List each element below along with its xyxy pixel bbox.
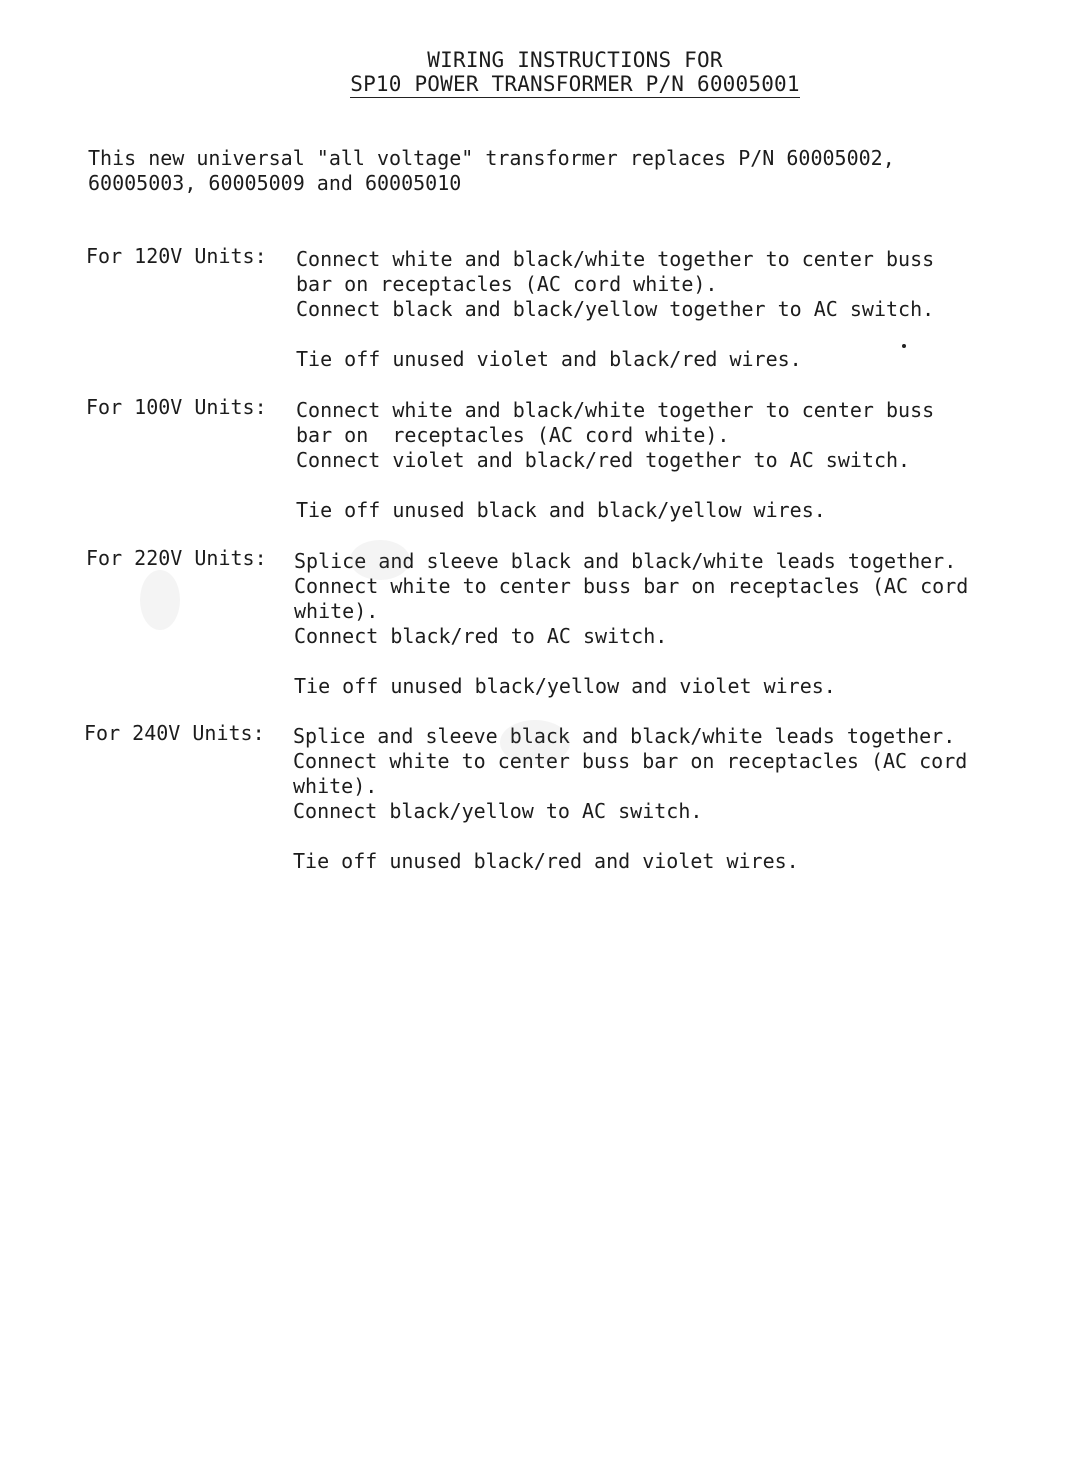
unit-label-100v: For 100V Units: — [86, 395, 267, 419]
instruction-line: Splice and sleeve black and black/white leads together. — [294, 549, 957, 573]
unit-label-240v: For 240V Units: — [84, 721, 265, 745]
instruction-line: Connect white to center buss bar on receptacles (AC cord — [294, 574, 969, 598]
tie-off-line: Tie off unused black/red and violet wires. — [293, 849, 799, 873]
unit-label-120v: For 120V Units: — [86, 244, 267, 268]
instruction-line: white). — [294, 599, 379, 623]
intro-paragraph — [88, 146, 1048, 196]
scan-speck — [902, 344, 906, 348]
intro-line: This new universal "all voltage" transformer replaces P/N 60005002, — [88, 146, 895, 170]
scan-smudge — [500, 720, 570, 765]
unit-instructions-100v — [296, 398, 1036, 523]
instruction-line: white). — [293, 774, 378, 798]
scan-smudge — [140, 570, 180, 630]
instruction-line: Connect black and black/yellow together to AC switch. — [296, 297, 935, 321]
instruction-line: Connect white and black/white together to center buss — [296, 398, 935, 422]
document-title-line-1: WIRING INSTRUCTIONS FOR — [427, 48, 723, 72]
instruction-line: Connect black/red to AC switch. — [294, 624, 668, 648]
unit-instructions-240v — [293, 724, 1033, 874]
document-title-underlined: SP10 POWER TRANSFORMER P/N 60005001 — [350, 72, 800, 96]
instruction-line: Connect black/yellow to AC switch. — [293, 799, 703, 823]
instruction-line: Splice and sleeve black and black/white leads together. — [293, 724, 956, 748]
document-title-line-2 — [340, 72, 810, 97]
unit-label-220v: For 220V Units: — [86, 546, 267, 570]
instruction-line: Connect white and black/white together to center buss — [296, 247, 935, 271]
scan-smudge — [350, 540, 410, 580]
instruction-line: bar on receptacles (AC cord white). — [296, 423, 730, 447]
unit-instructions-120v — [296, 247, 1036, 372]
instruction-line: Connect violet and black/red together to AC switch. — [296, 448, 911, 472]
unit-instructions-220v — [294, 549, 1034, 699]
tie-off-line: Tie off unused violet and black/red wires. — [296, 347, 802, 371]
intro-line: 60005003, 60005009 and 60005010 — [88, 171, 462, 195]
tie-off-line: Tie off unused black/yellow and violet wires. — [294, 674, 836, 698]
tie-off-line: Tie off unused black and black/yellow wires. — [296, 498, 826, 522]
instruction-line: Connect white to center buss bar on receptacles (AC cord — [293, 749, 968, 773]
instruction-line: bar on receptacles (AC cord white). — [296, 272, 718, 296]
